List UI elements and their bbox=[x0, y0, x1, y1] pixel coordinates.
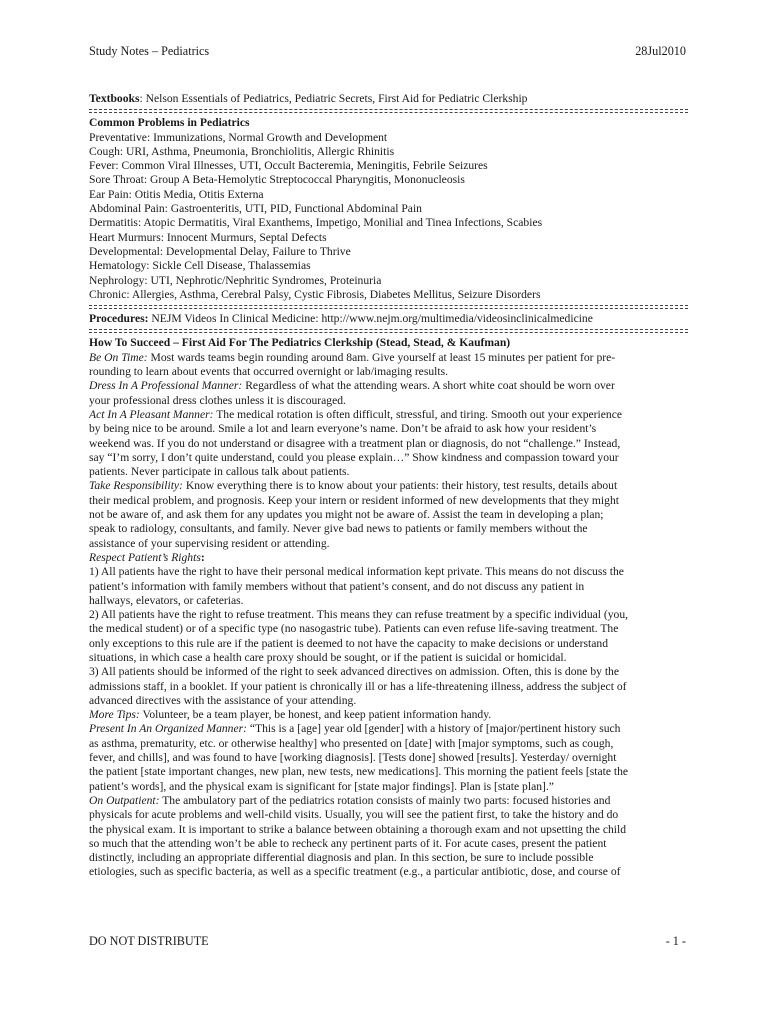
more-tips-paragraph: More Tips: Volunteer, be a team player, be honest, and keep patient information handy. bbox=[89, 708, 492, 722]
procedures-link: NEJM Videos In Clinical Medicine: http://www.nejm.org/multimedia/videosinclinicalmedicine bbox=[148, 312, 593, 326]
be-on-time-label: Be On Time: bbox=[89, 350, 148, 364]
list-item: Developmental: Developmental Delay, Failure to Thrive bbox=[89, 244, 351, 258]
procedures-label: Procedures: bbox=[89, 312, 149, 326]
more-tips-label: More Tips: bbox=[89, 708, 140, 722]
list-item: Chronic: Allergies, Asthma, Cerebral Palsy, Cystic Fibrosis, Diabetes Mellitus, Seizure Disorders bbox=[89, 287, 541, 301]
list-item: Nephrology: UTI, Nephrotic/Nephritic Syndromes, Proteinuria bbox=[89, 273, 382, 287]
document-body bbox=[89, 92, 688, 880]
patient-rights-label: Respect Patient’s Rights bbox=[89, 550, 201, 564]
pleasant-label: Act In A Pleasant Manner: bbox=[89, 407, 214, 421]
professional-label: Dress In A Professional Manner: bbox=[89, 379, 243, 393]
page-number: - 1 - bbox=[665, 934, 686, 948]
organized-label: Present In An Organized Manner: bbox=[89, 722, 247, 736]
common-problems-list bbox=[89, 131, 688, 303]
divider bbox=[89, 329, 688, 333]
page-header bbox=[89, 44, 686, 60]
list-item: Ear Pain: Otitis Media, Otitis Externa bbox=[89, 187, 264, 201]
textbooks-label: Textbooks bbox=[89, 92, 140, 105]
procedures-line bbox=[89, 312, 688, 326]
page-footer bbox=[89, 934, 686, 950]
header-date: 28Jul2010 bbox=[635, 44, 686, 58]
outpatient-paragraph: On Outpatient: The ambulatory part of the pediatrics rotation consists of mainly two parts: focused histories and physicals for acute problems and well-child visits. Usually, you will see the patient first, to take the history and do the physical exam. It is important to strike a balance between obtaining a thorough exam and not upsetting the child so much that the attending won’t be able to recheck any pertinent parts of it. For acute cases, present the patient distinctly, including an appropriate differential diagnosis and plan. In this section, be sure to include possible etiologies, such as specific bacteria, as well as a specific treatment (e.g., a particular antibiotic, dose, and course of bbox=[89, 793, 627, 879]
list-item: Hematology: Sickle Cell Disease, Thalassemias bbox=[89, 259, 311, 273]
pleasant-paragraph: Act In A Pleasant Manner: The medical rotation is often difficult, stressful, and tiring. Smooth out your experience by being nice to be around. Smile a lot and learn everyone’s name. Don’t be afraid to ask how your resident’s weekend was. If you do not understand or disagree with a treatment plan or diagnosis, do not “challenge.” Instead, say “I’m sorry, I don’t quite understand, could you please explain…” Show kindness and compassion toward your patients. Never participate in callous talk about patients. bbox=[89, 407, 622, 479]
responsibility-paragraph: Take Responsibility: Know everything there is to know about your patients: their history, test results, details about their medical problem, and prognosis. Keep your intern or resident informed of new developments that they might not be aware of, and ask them for any updates you might not be aware of. Assist the team in developing a plan; speak to radiology, consultants, and family. Never give bad news to patients or family members without the assistance of your supervising resident or attending. bbox=[89, 479, 619, 550]
list-item: Sore Throat: Group A Beta-Hemolytic Streptococcal Pharyngitis, Mononucleosis bbox=[89, 173, 465, 187]
list-item: Cough: URI, Asthma, Pneumonia, Bronchiolitis, Allergic Rhinitis bbox=[89, 144, 395, 158]
patient-rights-paragraph: Respect Patient’s Rights: 1) All patients have the right to have their personal medical information kept private. This means do not discuss the patient’s information with family members without that patient’s consent, and do not discuss any patient in hallways, elevators, or cafeterias. 2) All patients have the right to refuse treatment. This means they can refuse treatment by a specific individual (you, the medical student) or of a specific type (no nasogastric tube). Patients can even refuse life-saving treatment. The only exceptions to this rule are if the patient is deemed to not have the capacity to make decisions or understand situations, in which case a health care proxy should be sought, or if the patient is suicidal or homicidal. 3) All patients should be informed of the right to seek advanced directives on admission. Often, this is done by the admissions staff, in a booklet. If your patient is chronically ill or has a life-threatening illness, address the subject of advanced directives with the assistance of your attending. bbox=[89, 550, 629, 707]
responsibility-label: Take Responsibility: bbox=[89, 479, 183, 493]
header-title: Study Notes – Pediatrics bbox=[89, 44, 210, 58]
professional-paragraph: Dress In A Professional Manner: Regardless of what the attending wears. A short white coat should be worn over your professional dress clothes unless it is discouraged. bbox=[89, 379, 615, 407]
textbooks-line bbox=[89, 92, 688, 106]
common-problems-heading: Common Problems in Pediatrics bbox=[89, 116, 250, 130]
list-item: Dermatitis: Atopic Dermatitis, Viral Exanthems, Impetigo, Monilial and Tinea Infections, Scabies bbox=[89, 216, 543, 230]
succeed-heading: How To Succeed – First Aid For The Pediatrics Clerkship (Stead, Stead, & Kaufman) bbox=[89, 336, 511, 350]
list-item: Preventative: Immunizations, Normal Growth and Development bbox=[89, 130, 388, 144]
divider bbox=[89, 109, 688, 113]
outpatient-label: On Outpatient: bbox=[89, 793, 160, 807]
list-item: Fever: Common Viral Illnesses, UTI, Occult Bacteremia, Meningitis, Febrile Seizures bbox=[89, 159, 488, 173]
divider bbox=[89, 305, 688, 309]
be-on-time-paragraph: Be On Time: Most wards teams begin rounding around 8am. Give yourself at least 15 minutes per patient for pre- rounding to learn about events that occurred overnight or lab/imaging results. bbox=[89, 350, 616, 379]
list-item: Abdominal Pain: Gastroenteritis, UTI, PID, Functional Abdominal Pain bbox=[89, 202, 422, 216]
organized-paragraph: Present In An Organized Manner: “This is a [age] year old [gender] with a history of [major/pertinent history such as asthma, prematurity, etc. or otherwise healthy] who presented on [date] with [major symptoms, such as cough, fever, and chills], and was found to have [working diagnosis]. [Tests done] showed [results]. Yesterday/ overnight the patient [state important changes, new plan, new tests, new medications]. This morning the patient feels [state the patient’s words], and the physical exam is significant for [state major findings]. Plan is [state plan].” bbox=[89, 722, 629, 793]
footer-notice: DO NOT DISTRIBUTE bbox=[89, 934, 209, 948]
list-item: Heart Murmurs: Innocent Murmurs, Septal Defects bbox=[89, 230, 327, 244]
textbooks-text: : Nelson Essentials of Pediatrics, Pediatric Secrets, First Aid for Pediatric Clerkship bbox=[139, 92, 528, 105]
